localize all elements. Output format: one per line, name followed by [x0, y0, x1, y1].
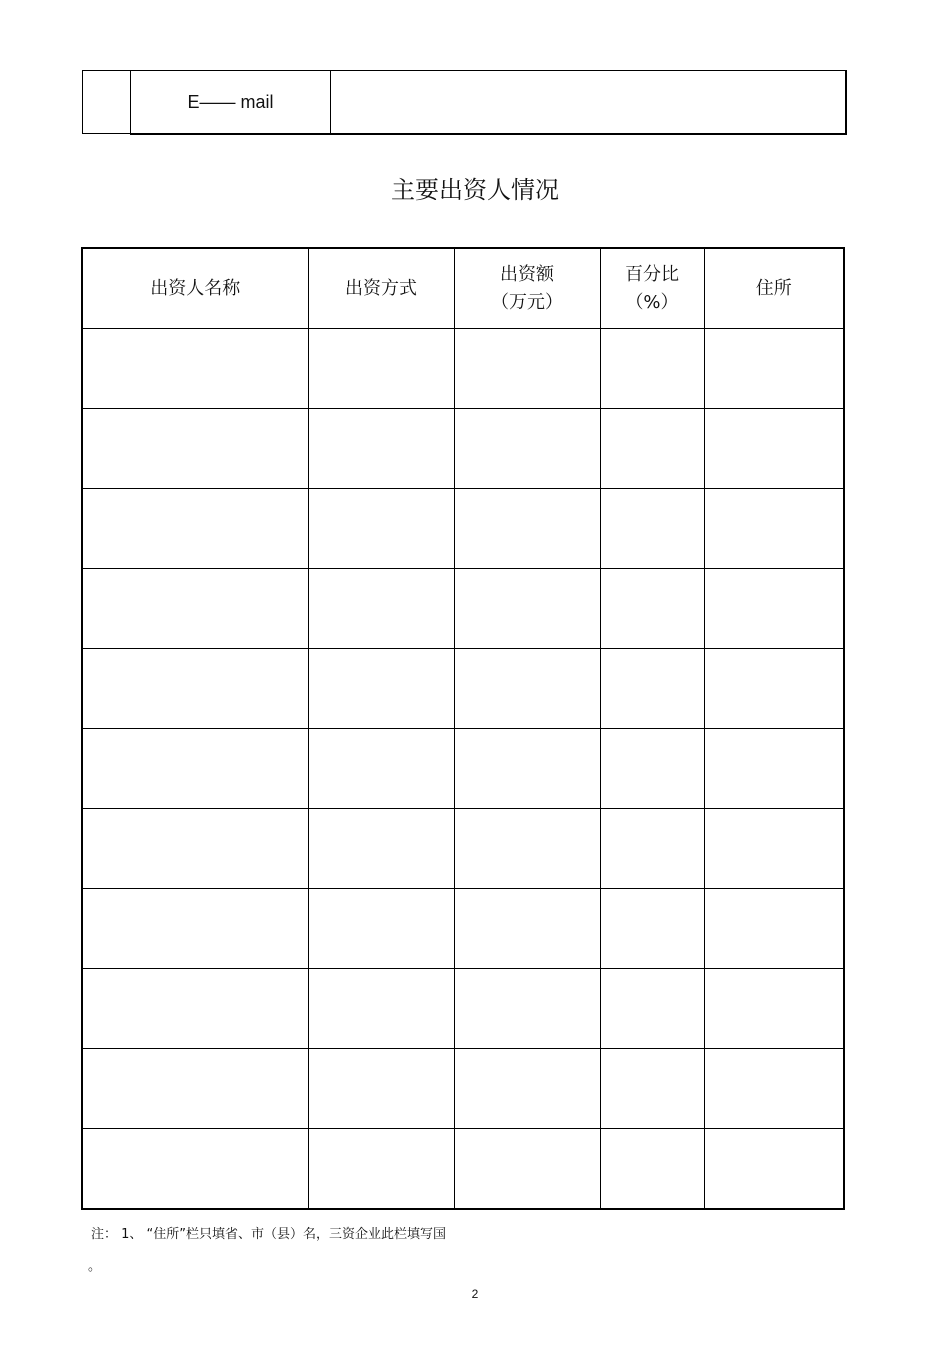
table-cell[interactable]: [82, 409, 308, 489]
table-cell[interactable]: [704, 809, 844, 889]
table-cell[interactable]: [308, 649, 454, 729]
header-address: 住所: [704, 248, 844, 329]
footnote-end: 。: [88, 1259, 102, 1274]
email-row-blank-cell: [82, 70, 131, 134]
table-cell[interactable]: [600, 809, 704, 889]
table-cell[interactable]: [454, 489, 600, 569]
table-cell[interactable]: [704, 649, 844, 729]
header-percentage: 百分比 （%）: [600, 248, 704, 329]
table-cell[interactable]: [600, 569, 704, 649]
table-row: [82, 969, 844, 1049]
table-cell[interactable]: [454, 569, 600, 649]
table-cell[interactable]: [600, 969, 704, 1049]
table-row: [82, 729, 844, 809]
table-row: [82, 809, 844, 889]
table-cell[interactable]: [82, 889, 308, 969]
table-row: [82, 409, 844, 489]
table-cell[interactable]: [82, 1049, 308, 1129]
table-row: [82, 329, 844, 409]
table-cell[interactable]: [600, 329, 704, 409]
page-number: 2: [471, 1287, 479, 1301]
table-cell[interactable]: [454, 1129, 600, 1210]
footnote: 注： 1、 “住所”栏只填省、市（县）名，三资企业此栏填写国: [91, 1227, 447, 1242]
table-cell[interactable]: [308, 969, 454, 1049]
investor-table: [81, 247, 845, 1210]
table-cell[interactable]: [82, 969, 308, 1049]
table-cell[interactable]: [704, 1049, 844, 1129]
table-cell[interactable]: [454, 409, 600, 489]
table-cell[interactable]: [704, 329, 844, 409]
table-cell[interactable]: [454, 969, 600, 1049]
header-contribution-amount: 出资额 （万元）: [454, 248, 600, 329]
table-cell[interactable]: [454, 889, 600, 969]
table-cell[interactable]: [454, 729, 600, 809]
table-body: [82, 329, 844, 1210]
table-row: [82, 1129, 844, 1210]
table-cell[interactable]: [308, 489, 454, 569]
table-row: [82, 569, 844, 649]
table-cell[interactable]: [308, 889, 454, 969]
table-cell[interactable]: [600, 649, 704, 729]
table-cell[interactable]: [704, 569, 844, 649]
table-cell[interactable]: [600, 1049, 704, 1129]
table-cell[interactable]: [704, 489, 844, 569]
table-cell[interactable]: [454, 1049, 600, 1129]
table-row: [82, 649, 844, 729]
table-cell[interactable]: [454, 329, 600, 409]
table-row: [82, 489, 844, 569]
table-cell[interactable]: [600, 1129, 704, 1210]
table-cell[interactable]: [600, 409, 704, 489]
table-cell[interactable]: [454, 809, 600, 889]
email-value-field[interactable]: [330, 70, 847, 135]
table-cell[interactable]: [82, 649, 308, 729]
table-cell[interactable]: [704, 729, 844, 809]
email-label: E—— mail: [130, 70, 331, 135]
table-cell[interactable]: [308, 729, 454, 809]
table-cell[interactable]: [704, 889, 844, 969]
table-row: [82, 1049, 844, 1129]
table-cell[interactable]: [704, 1129, 844, 1210]
table-cell[interactable]: [308, 409, 454, 489]
table-cell[interactable]: [308, 1049, 454, 1129]
table-cell[interactable]: [308, 569, 454, 649]
table-cell[interactable]: [82, 329, 308, 409]
header-contribution-method: 出资方式: [308, 248, 454, 329]
table-cell[interactable]: [82, 1129, 308, 1210]
table-cell[interactable]: [600, 729, 704, 809]
table-cell[interactable]: [82, 569, 308, 649]
header-investor-name: 出资人名称: [82, 248, 308, 329]
table-cell[interactable]: [308, 329, 454, 409]
table-cell[interactable]: [454, 649, 600, 729]
table-cell[interactable]: [82, 489, 308, 569]
table-cell[interactable]: [82, 729, 308, 809]
section-title: 主要出资人情况: [391, 176, 559, 204]
table-header-row: [82, 248, 844, 329]
table-cell[interactable]: [704, 409, 844, 489]
table-cell[interactable]: [704, 969, 844, 1049]
table-cell[interactable]: [308, 1129, 454, 1210]
table-cell[interactable]: [82, 809, 308, 889]
table-cell[interactable]: [600, 889, 704, 969]
table-row: [82, 889, 844, 969]
table-cell[interactable]: [600, 489, 704, 569]
email-row: [82, 70, 847, 134]
table-cell[interactable]: [308, 809, 454, 889]
